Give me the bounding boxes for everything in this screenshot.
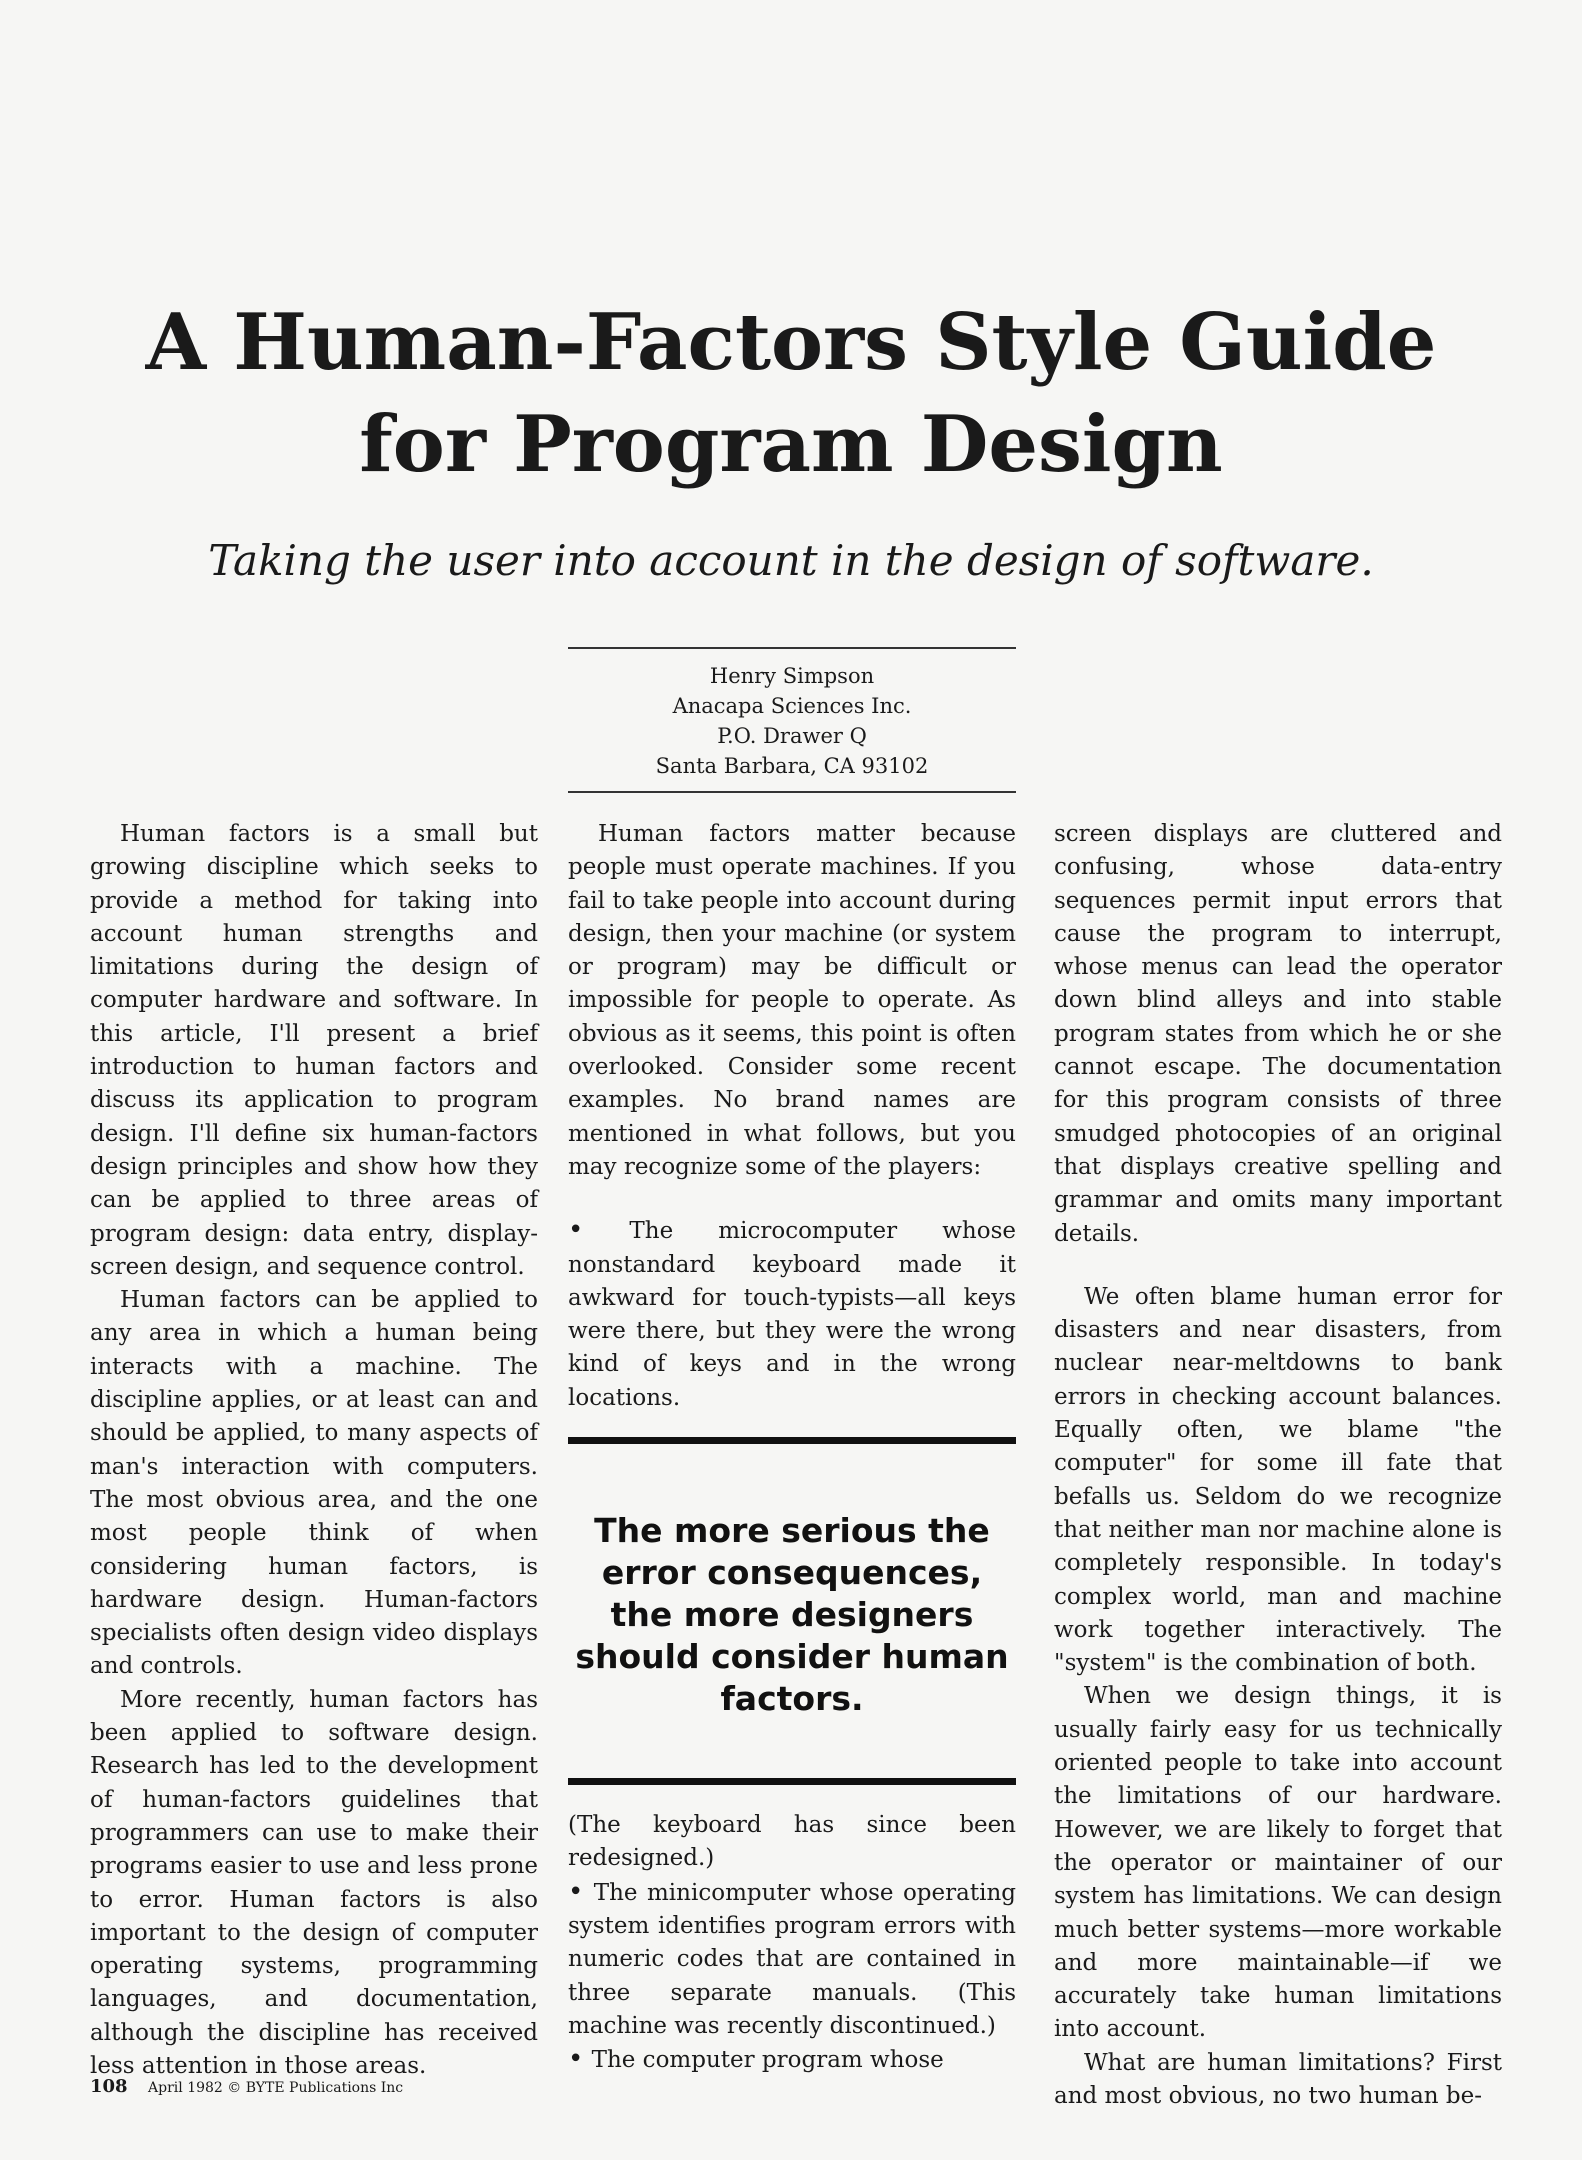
pull-quote: The more serious the error consequences, the more designers should consider human factors. <box>568 1437 1016 1785</box>
article-title-line-2: for Program Design <box>359 399 1223 490</box>
author-company: Anacapa Sciences Inc. <box>672 694 912 718</box>
author-city: Santa Barbara, CA 93102 <box>655 754 929 778</box>
column-2-bullet-1: • The microcomputer whose nonstandard keyboard made it awkward for touch-typists—all keys were there, but they were the wrong kind of keys and in the wrong locations. <box>568 1214 1016 1415</box>
article-title-line-1: A Human-Factors Style Guide <box>145 297 1437 388</box>
issue-info: April 1982 © BYTE Publications Inc <box>148 2080 404 2096</box>
column-1-paragraph-1: Human factors is a small but growing discipline which seeks to provide a method for taking into account human strengths and limitations during the design of computer hardware and software. In this article, I'll present a brief introduction to human factors and discuss its application to program design. I'll define six human-factors design principles and show how they can be applied to three areas of program design: data entry, display-screen design, and sequence control. <box>90 821 538 1280</box>
column-1 <box>90 818 538 2083</box>
author-address: P.O. Drawer Q <box>717 724 867 748</box>
article-title <box>0 292 1582 496</box>
column-2-bullet-3: • The computer program whose <box>568 2043 1016 2077</box>
column-3-paragraph-2: We often blame human error for disasters and near disasters, from nuclear near-meltdowns to bank errors in checking account balances. Equally often, we blame "the computer" for some ill fate that befalls us. Seldom do we recognize that neither man nor machine alone is completely responsible. In today's complex world, man and machine work together interactively. The "system" is the combination of both. <box>1054 1283 1502 1677</box>
column-1-paragraph-3: More recently, human factors has been applied to software design. Research has led to the development of human-factors guidelines that programmers can use to make their programs easier to use and less prone to error. Human factors is also important to the design of computer operating systems, programming languages, and documentation, although the discipline has received less attention in those areas. <box>90 1686 538 2079</box>
column-2 <box>568 818 1016 2077</box>
column-3-paragraph-3: When we design things, it is usually fairly easy for us technically oriented people to take into account the limitations of our hardware. However, we are likely to forget that the operator or maintainer of our system has limitations. We can design much better systems—more workable and more maintainable—if we accurately take human limitations into account. <box>1054 1683 1502 2043</box>
column-3-paragraph-4: What are human limitations? First and most obvious, no two human be- <box>1054 2049 1502 2109</box>
column-2-bullet-2: • The minicomputer whose operating system identifies program errors with numeric codes that are contained in three separate manuals. (This machine was recently discontinued.) <box>568 1876 1016 2043</box>
page-footer <box>90 2076 403 2097</box>
column-3 <box>1054 818 1502 2113</box>
page-number: 108 <box>90 2076 128 2097</box>
author-name: Henry Simpson <box>709 664 875 688</box>
column-1-paragraph-2: Human factors can be applied to any area in which a human being interacts with a machine. The discipline applies, or at least can and should be applied, to many aspects of man's interaction with computers. The most obvious area, and the one most people think of when considering human factors, is hardware design. Human-factors specialists often design video displays and controls. <box>90 1287 538 1680</box>
column-2-paragraph-2: (The keyboard has since been redesigned.) <box>568 1812 1016 1872</box>
column-3-paragraph-1: screen displays are cluttered and confusing, whose data-entry sequences permit input errors that cause the program to interrupt, whose menus can lead the operator down blind alleys and into stable program states from which he or she cannot escape. The documentation for this program consists of three smudged photocopies of an original that displays creative spelling and grammar and omits many important details. <box>1054 821 1502 1247</box>
author-byline <box>568 647 1016 793</box>
article-subtitle: Taking the user into account in the design of software. <box>208 536 1374 585</box>
column-2-paragraph-1: Human factors matter because people must operate machines. If you fail to take people into account during design, then your machine (or system or program) may be difficult or impossible for people to operate. As obvious as it seems, this point is often overlooked. Consider some recent examples. No brand names are mentioned in what follows, but you may recognize some of the players: <box>568 821 1016 1180</box>
